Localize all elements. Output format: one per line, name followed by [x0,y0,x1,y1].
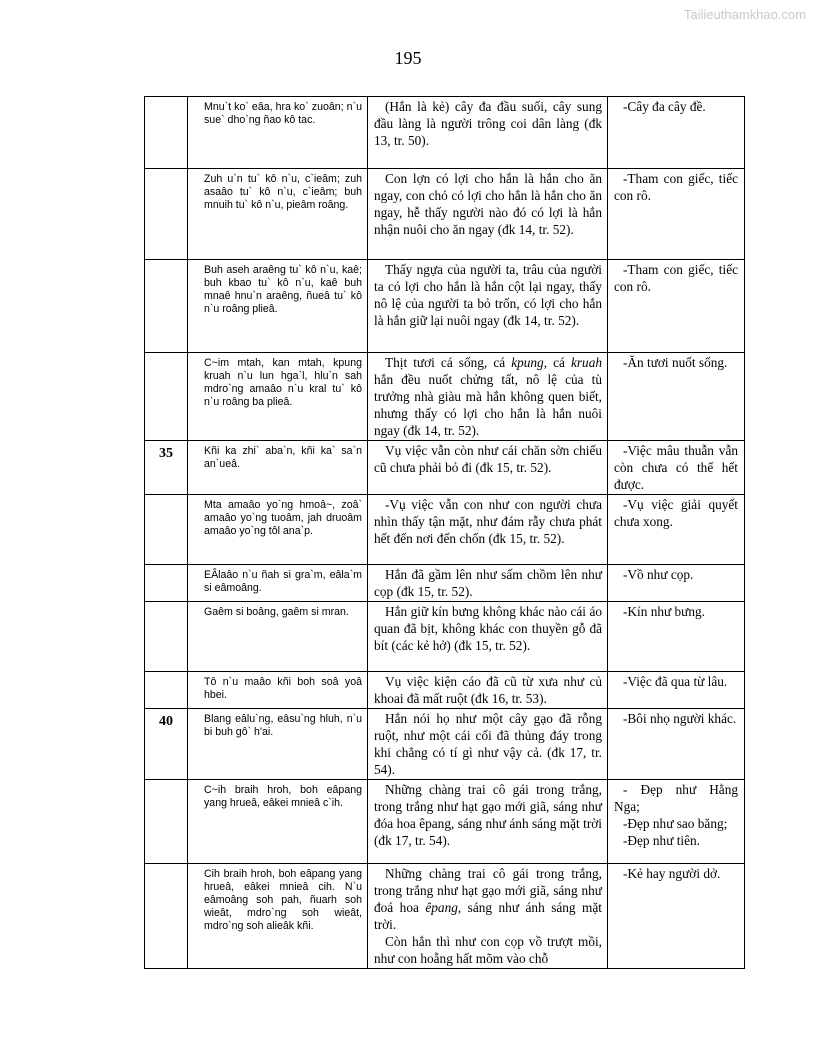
row-number: 40 [145,709,188,780]
table-row [145,780,745,864]
table-row [145,672,745,709]
translation-fragment: Còn hắn thì như con cọp vồ trượt mồi, như con hoẵng hất mõm vào chỗ [374,934,602,966]
original-proverb: C~im mtah, kan mtah, kpung kruah n`u lun hga`l, hlu`n sah mdro`ng amaâo n`u kral tu` kô n`u roâng ba plieâ. [188,353,368,441]
meaning-line: -Vụ việc giải quyết chưa xong. [614,497,738,529]
equivalent-meaning [608,97,745,169]
translation-fragment: kpung [511,355,544,370]
meaning-line: -Đẹp như sao băng; [623,816,728,831]
table-row [145,565,745,602]
original-proverb: Kñi ka zhi` aba`n, kñi ka` sa`n an`ueâ. [188,441,368,495]
equivalent-meaning [608,565,745,602]
meaning-line: -Kẻ hay người dở. [623,866,721,881]
original-proverb: Blang eâlu`ng, eâsu`ng hluh, n`u bi buh gô` h'ai. [188,709,368,780]
original-proverb: Zuh u`n tu` kô n`u, c`ieâm; zuh asaâo tu` kô n`u, c`ieâm; buh mnuih tu` kô n`u, pieâm roâng. [188,169,368,260]
equivalent-meaning [608,260,745,353]
table-row [145,97,745,169]
meaning-line: -Cây đa cây đề. [623,99,706,114]
original-proverb: Mta amaâo yo`ng hmoâ~, zoâ` amaâo yo`ng tuoâm, jah druoâm amaâo yo`ng tôl ana`p. [188,495,368,565]
translation: Hắn giữ kín bưng không khác nào cái áo quan đã bịt, không khác con thuyền gỗ đã bít (các kẻ hở) (đk 15, tr. 52). [368,602,608,672]
translation-paragraph [374,865,602,933]
translation-fragment: hắn đều nuốt chửng tất, nô lệ của tù trưởng nhà giàu mà hắn không quen biết, nhưng thấy có lợi cho hắn là hắn nuôi ngay (đk 14, tr. 52). [374,372,602,438]
meaning-line: -Việc đã qua từ lâu. [623,674,728,689]
original-proverb: C~ih braih hroh, boh eâpang yang hrueâ, eâkei mnieâ c`ih. [188,780,368,864]
translation: Vụ việc kiện cáo đã cũ từ xưa như củ khoai đã mất ruột (đk 16, tr. 53). [368,672,608,709]
watermark: Tailieuthamkhao.com [683,7,806,22]
translation [368,864,608,969]
table-row [145,495,745,565]
translation-fragment: , cá [543,355,571,370]
translation [368,353,608,441]
row-number [145,260,188,353]
translation: (Hắn là kẻ) cây đa đầu suối, cây sung đầu làng là người trông coi dân làng (đk 13, tr. 50). [368,97,608,169]
original-proverb: Tô n`u maâo kñi boh soâ yoâ hbei. [188,672,368,709]
row-number [145,602,188,672]
table-row [145,602,745,672]
equivalent-meaning [608,353,745,441]
row-number [145,353,188,441]
row-number [145,169,188,260]
translation: Thấy ngựa của người ta, trâu của người ta có lợi cho hắn là hắn cột lại ngay, thấy nô lệ của người ta bỏ trốn, có lợi cho hắn là hắn giữ lại nuôi ngay (đk 14, tr. 52). [368,260,608,353]
page-number: 195 [394,48,422,68]
equivalent-meaning [608,709,745,780]
meaning-line: -Kín như bưng. [623,604,706,619]
translation-fragment: Thịt tươi cá sống, cá [385,355,512,370]
original-proverb: Gaêm si boâng, gaêm si mran. [188,602,368,672]
row-number [145,864,188,969]
meaning-line: - Đẹp như Hằng Nga; [614,782,738,814]
translation-fragment: êpang [425,900,458,915]
equivalent-meaning [608,169,745,260]
equivalent-meaning [608,495,745,565]
original-proverb: Mnu`t ko` eâa, hra ko` zuoân; n`u sue` dho`ng ñao kô tac. [188,97,368,169]
equivalent-meaning [608,864,745,969]
row-number [145,672,188,709]
row-number [145,565,188,602]
table-row [145,864,745,969]
meaning-line: -Tham con giếc, tiếc con rô. [614,171,738,203]
translation-fragment: Những chàng trai cô gái trong trắng, trong trắng như hạt gạo mới giã, sáng như đoá hoa [374,866,602,915]
table-row [145,260,745,353]
translation-fragment: kruah [570,355,602,370]
meaning-line: -Bôi nhọ người khác. [623,711,737,726]
translation: Con lợn có lợi cho hắn là hắn cho ăn ngay, con chó có lợi cho hắn là hắn cho ăn ngay, hễ thấy người nào đó có lợi là hắn nhận nuôi cho ăn ngay (đk 14, tr. 52). [368,169,608,260]
proverb-table [144,96,745,969]
translation-paragraph [374,933,602,967]
row-number [145,97,188,169]
table-row [145,441,745,495]
row-number [145,495,188,565]
translation: Những chàng trai cô gái trong trắng, trong trắng như hạt gạo mới giã, sáng như đóa hoa êpang, sáng như ánh sáng mặt trời (đk 17, tr. 54). [368,780,608,864]
equivalent-meaning [608,780,745,864]
meaning-line: -Vồ như cọp. [623,567,694,582]
row-number [145,780,188,864]
meaning-line: -Việc mâu thuẫn vẫn còn chưa có thể hết được. [614,443,738,492]
equivalent-meaning [608,441,745,495]
translation: Hắn đã gầm lên như sấm chồm lên như cọp (đk 15, tr. 52). [368,565,608,602]
equivalent-meaning [608,602,745,672]
translation: Vụ việc vẫn còn như cái chăn sờn chiếu cũ chưa phải bỏ đi (đk 15, tr. 52). [368,441,608,495]
row-number: 35 [145,441,188,495]
table-row [145,169,745,260]
translation-fragment: , sáng như ánh sáng mặt trời. [374,900,603,932]
meaning-line: -Tham con giếc, tiếc con rô. [614,262,738,294]
original-proverb: Buh aseh araêng tu` kô n`u, kaê; buh kbao tu` kô n`u, kaê buh mnaê hnu`n araêng, ñueâ tu` kô n`u roâng plieâ. [188,260,368,353]
meaning-line: -Đẹp như tiên. [623,833,700,848]
original-proverb: EÂlaâo n`u ñah si gra`m, eâla`m si eâmoâng. [188,565,368,602]
translation: -Vụ việc vẫn con như con người chưa nhìn thấy tận mặt, như đám rẫy chưa phát hết đến nơi đến chốn (đk 15, tr. 52). [368,495,608,565]
table-row [145,709,745,780]
meaning-line: -Ăn tươi nuốt sống. [623,355,728,370]
equivalent-meaning [608,672,745,709]
translation: Hắn nói họ như một cây gạo đã rỗng ruột, như một cái cối đã thủng đáy trong khi chẳng có tí gì như vậy cả. (đk 17, tr. 54). [368,709,608,780]
table-row [145,353,745,441]
original-proverb: Cih braih hroh, boh eâpang yang hrueâ, eâkei mnieâ cih. N`u eâmoâng soh pah, ñuarh soh wieât, mdro`ng soh wieât, mdro`ng soh alieâk kñi. [188,864,368,969]
